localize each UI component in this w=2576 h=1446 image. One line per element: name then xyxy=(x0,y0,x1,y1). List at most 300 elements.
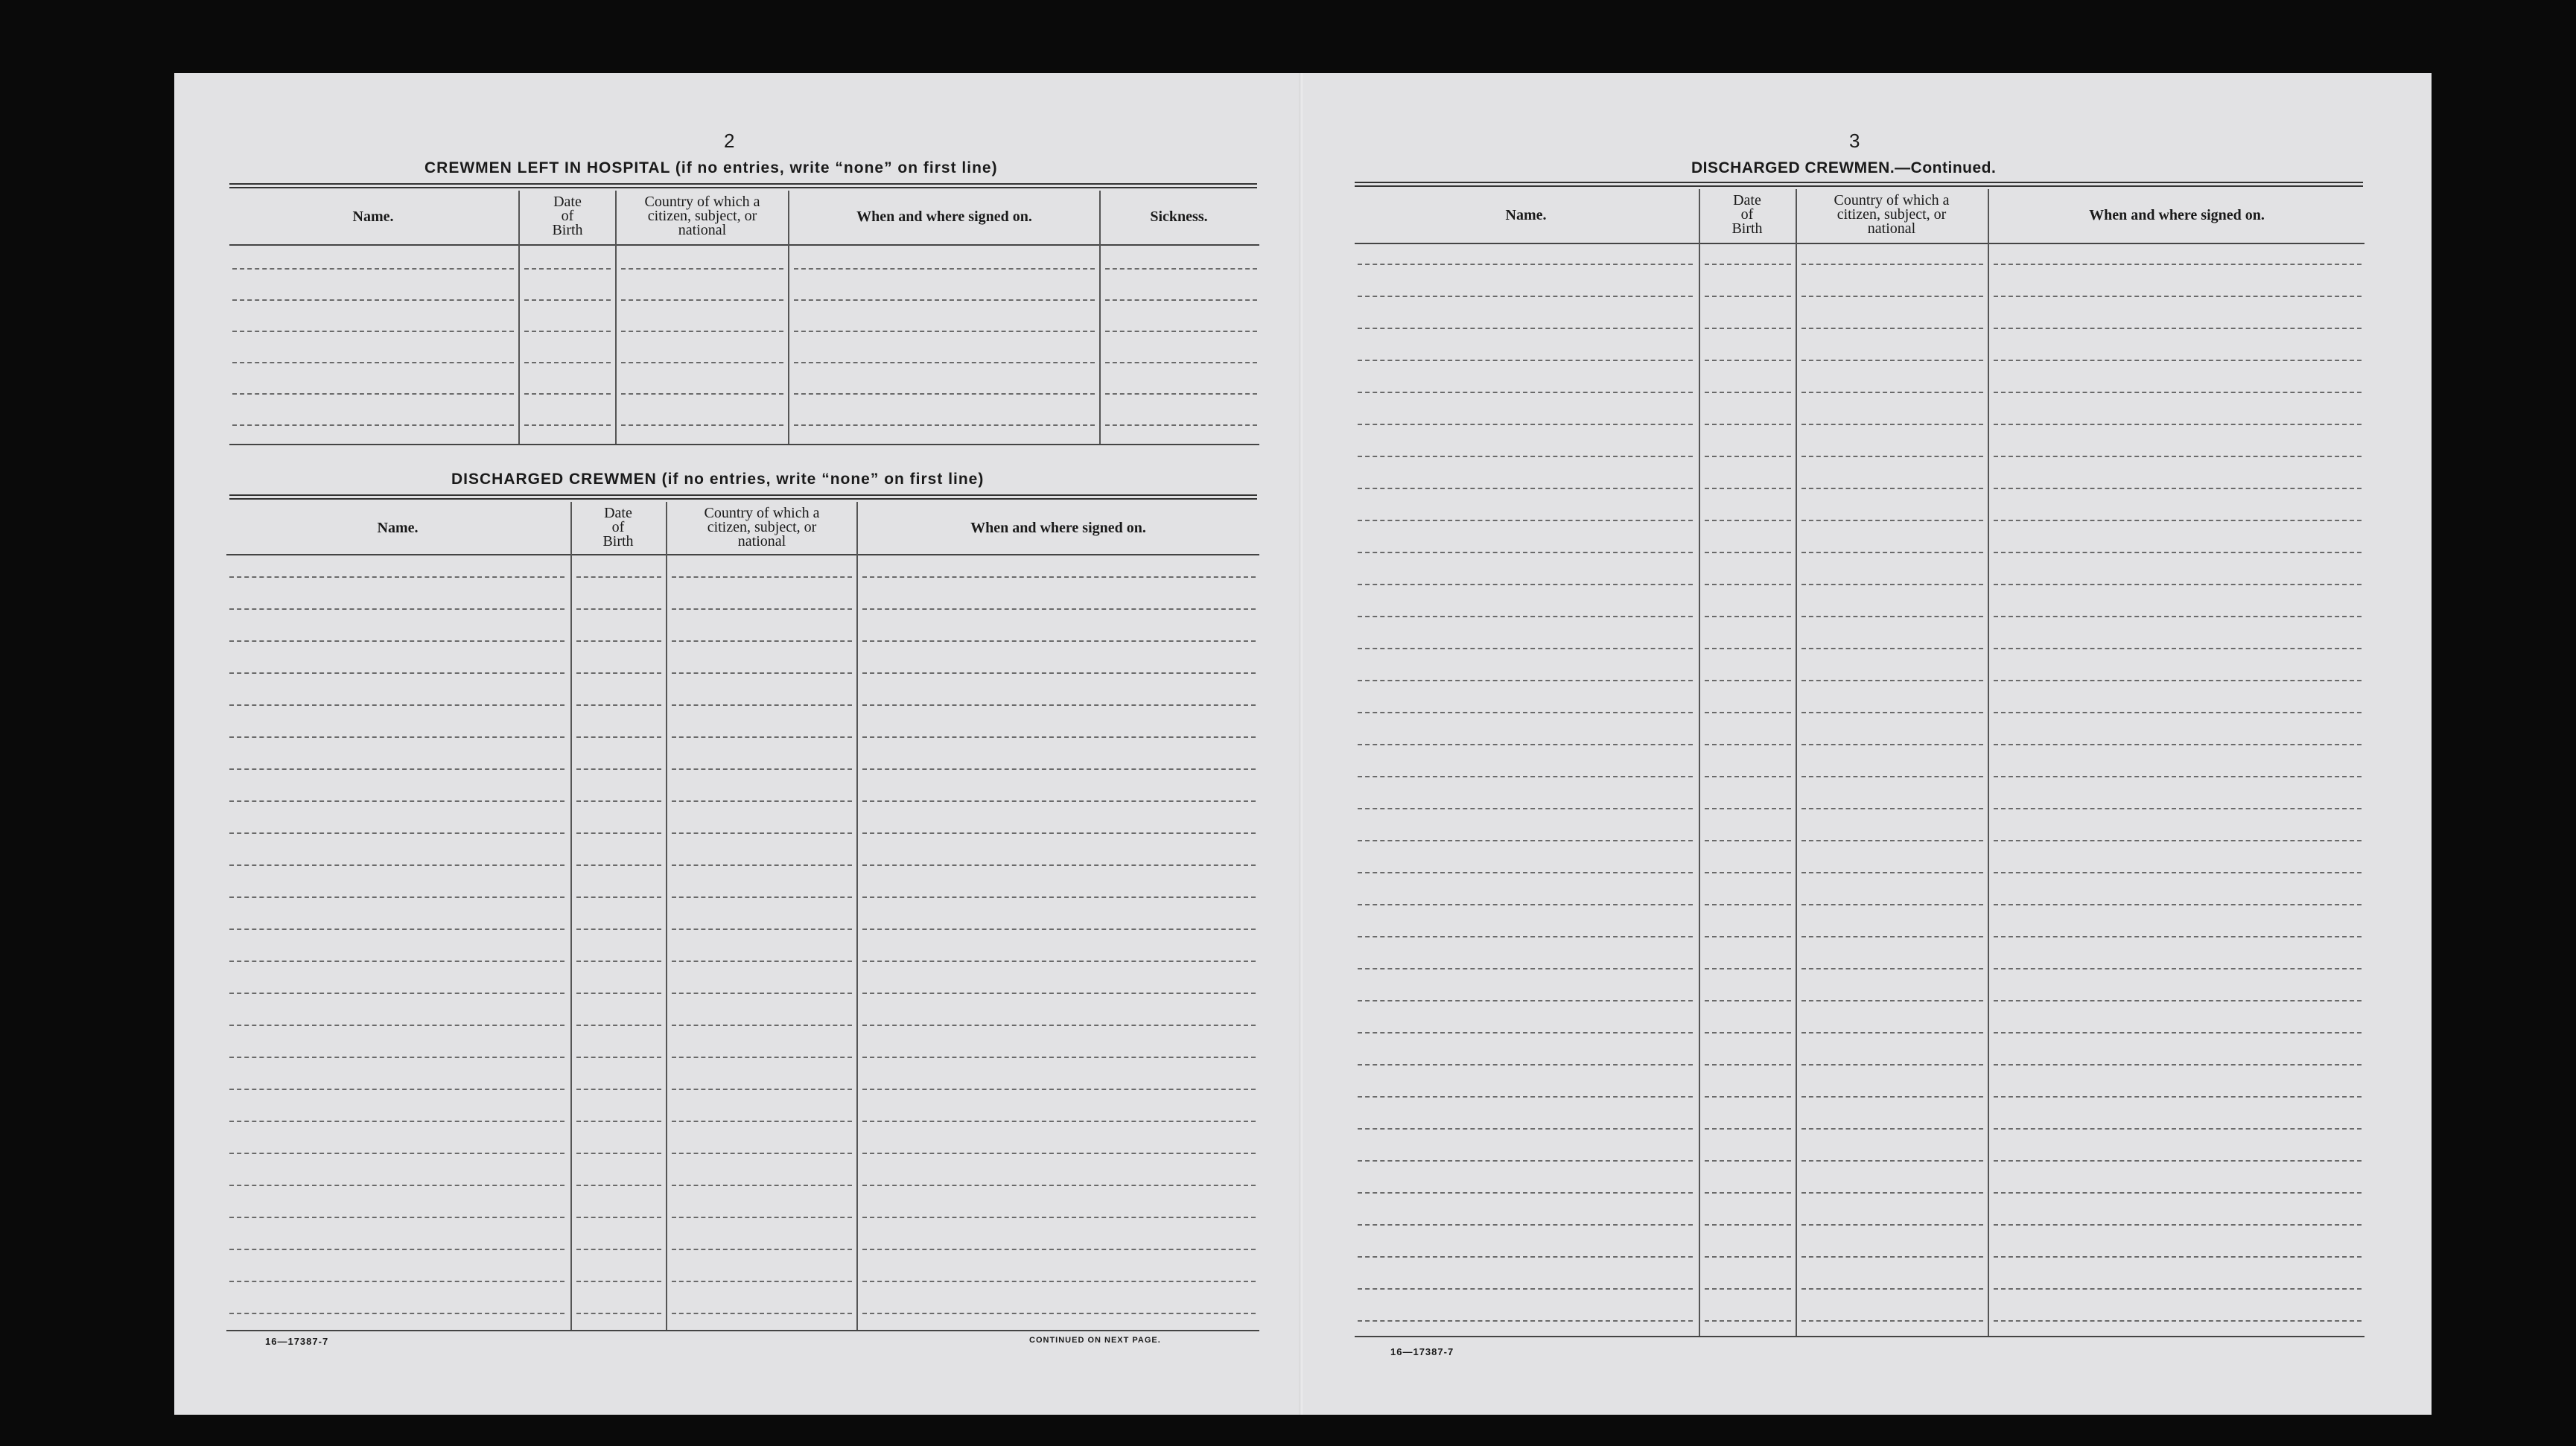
entry-line xyxy=(229,672,565,674)
entry-line xyxy=(672,1153,852,1154)
entry-line xyxy=(1358,1000,1693,1001)
entry-line xyxy=(794,331,1095,332)
entry-line xyxy=(576,929,661,930)
entry-line xyxy=(1358,328,1693,329)
entry-line xyxy=(1105,299,1257,301)
entry-line xyxy=(1801,872,1983,873)
entry-line xyxy=(672,736,852,738)
entry-line xyxy=(1358,744,1693,745)
entry-line xyxy=(1994,1096,2362,1098)
entry-line xyxy=(1705,1000,1791,1001)
entry-line xyxy=(1705,488,1791,489)
entry-line xyxy=(1801,488,1983,489)
entry-line xyxy=(1705,1192,1791,1194)
entry-line xyxy=(1105,424,1257,426)
entry-line xyxy=(1994,648,2362,649)
entry-line xyxy=(1801,1288,1983,1290)
entry-line xyxy=(1358,360,1693,361)
entry-line xyxy=(1705,616,1791,617)
col-header-country: Country of which a citizen, subject, or national xyxy=(644,194,760,238)
entry-line xyxy=(1705,1288,1791,1290)
entry-line xyxy=(672,672,852,674)
col-header-signed-on: When and where signed on. xyxy=(2089,207,2265,223)
entry-line xyxy=(232,424,514,426)
entry-line xyxy=(1801,904,1983,905)
entry-line xyxy=(576,768,661,770)
entry-line xyxy=(1994,360,2362,361)
entry-line xyxy=(672,608,852,610)
entry-line xyxy=(229,929,565,930)
entry-line xyxy=(1705,1256,1791,1258)
entry-line xyxy=(229,1025,565,1026)
entry-line xyxy=(576,961,661,962)
entry-line xyxy=(672,704,852,706)
entry-line xyxy=(232,268,514,270)
entry-line xyxy=(229,736,565,738)
column-divider xyxy=(1796,189,1797,1336)
column-divider xyxy=(615,191,617,444)
entry-line xyxy=(1801,1256,1983,1258)
entry-line xyxy=(1358,680,1693,681)
entry-line xyxy=(1801,392,1983,393)
column-divider xyxy=(570,502,572,1330)
discharged-table xyxy=(226,502,1259,1407)
entry-line xyxy=(232,362,514,363)
entry-line xyxy=(229,961,565,962)
entry-line xyxy=(1801,520,1983,521)
entry-line xyxy=(1705,584,1791,585)
entry-line xyxy=(1705,1064,1791,1066)
entry-line xyxy=(1801,680,1983,681)
entry-line xyxy=(229,993,565,994)
entry-line xyxy=(1994,424,2362,425)
col-header-country: Country of which a citizen, subject, or national xyxy=(704,505,820,550)
entry-line xyxy=(672,929,852,930)
entry-line xyxy=(229,832,565,834)
entry-line xyxy=(1705,296,1791,297)
discharged-continued-title: DISCHARGED CREWMEN.—Continued. xyxy=(1691,159,1997,176)
entry-line xyxy=(1705,648,1791,649)
entry-line xyxy=(232,299,514,301)
entry-line xyxy=(1358,1256,1693,1258)
entry-line xyxy=(1358,296,1693,297)
entry-line xyxy=(576,864,661,866)
column-divider xyxy=(518,191,520,444)
entry-line xyxy=(576,1121,661,1122)
entry-line xyxy=(1358,904,1693,905)
entry-line xyxy=(1358,968,1693,969)
entry-line xyxy=(576,608,661,610)
entry-line xyxy=(1801,328,1983,329)
entry-line xyxy=(1994,1320,2362,1322)
entry-line xyxy=(1801,456,1983,457)
entry-line xyxy=(1801,776,1983,777)
entry-line xyxy=(1994,584,2362,585)
entry-line xyxy=(1358,1224,1693,1226)
entry-line xyxy=(862,1217,1256,1218)
entry-line xyxy=(524,393,611,395)
entry-line xyxy=(576,800,661,802)
col-header-name: Name. xyxy=(352,208,394,225)
entry-line xyxy=(1705,680,1791,681)
entry-line xyxy=(1705,1160,1791,1162)
entry-line xyxy=(794,362,1095,363)
entry-line xyxy=(621,424,783,426)
entry-line xyxy=(672,800,852,802)
col-header-date-of-birth: Date of Birth xyxy=(602,505,634,550)
discharged-section-title: DISCHARGED CREWMEN (if no entries, write “none” on first line) xyxy=(451,471,985,488)
entry-line xyxy=(1705,808,1791,809)
entry-line xyxy=(1994,552,2362,553)
entry-line xyxy=(576,672,661,674)
entry-line xyxy=(862,961,1256,962)
entry-line xyxy=(862,608,1256,610)
header-rule xyxy=(1355,243,2364,244)
entry-line xyxy=(1358,616,1693,617)
entry-line xyxy=(1801,808,1983,809)
entry-line xyxy=(1994,808,2362,809)
entry-line xyxy=(1994,680,2362,681)
header-rule xyxy=(226,554,1259,555)
entry-line xyxy=(1358,488,1693,489)
form-number: 16—17387-7 xyxy=(1390,1346,1454,1357)
entry-line xyxy=(576,1281,661,1282)
entry-line xyxy=(1705,1128,1791,1130)
entry-line xyxy=(862,736,1256,738)
entry-line xyxy=(1994,968,2362,969)
entry-line xyxy=(1105,362,1257,363)
entry-line xyxy=(1801,840,1983,841)
col-header-signed-on: When and where signed on. xyxy=(856,208,1032,225)
entry-line xyxy=(621,362,783,363)
entry-line xyxy=(1801,1192,1983,1194)
entry-line xyxy=(1705,968,1791,969)
entry-line xyxy=(229,1153,565,1154)
entry-line xyxy=(229,1313,565,1314)
entry-line xyxy=(1705,392,1791,393)
entry-line xyxy=(1801,1160,1983,1162)
entry-line xyxy=(862,800,1256,802)
entry-line xyxy=(524,268,611,270)
col-header-name: Name. xyxy=(1505,207,1547,223)
entry-line xyxy=(229,1281,565,1282)
col-header-country: Country of which a citizen, subject, or national xyxy=(1834,192,1950,237)
entry-line xyxy=(1801,1320,1983,1322)
entry-line xyxy=(229,800,565,802)
entry-line xyxy=(672,832,852,834)
entry-line xyxy=(1358,776,1693,777)
entry-line xyxy=(1801,1064,1983,1066)
entry-line xyxy=(1994,744,2362,745)
entry-line xyxy=(1994,1160,2362,1162)
entry-line xyxy=(1358,840,1693,841)
entry-line xyxy=(862,993,1256,994)
entry-line xyxy=(576,576,661,578)
entry-line xyxy=(672,1217,852,1218)
entry-line xyxy=(1705,424,1791,425)
entry-line xyxy=(1801,936,1983,937)
entry-line xyxy=(229,704,565,706)
entry-line xyxy=(229,896,565,898)
entry-line xyxy=(1705,264,1791,265)
entry-line xyxy=(862,640,1256,642)
entry-line xyxy=(862,1025,1256,1026)
entry-line xyxy=(621,393,783,395)
entry-line xyxy=(1358,1096,1693,1098)
entry-line xyxy=(862,1121,1256,1122)
entry-line xyxy=(862,768,1256,770)
page-number: 3 xyxy=(1849,130,1860,152)
entry-line xyxy=(862,1249,1256,1250)
discharged-continued-table xyxy=(1355,189,2364,1336)
entry-line xyxy=(1705,1224,1791,1226)
entry-line xyxy=(862,896,1256,898)
column-divider xyxy=(1099,191,1101,444)
entry-line xyxy=(672,1281,852,1282)
entry-line xyxy=(524,299,611,301)
entry-line xyxy=(1358,808,1693,809)
entry-line xyxy=(1358,936,1693,937)
entry-line xyxy=(1994,1288,2362,1290)
entry-line xyxy=(1705,552,1791,553)
entry-line xyxy=(576,896,661,898)
col-header-date-of-birth: Date of Birth xyxy=(1731,192,1763,237)
entry-line xyxy=(672,1089,852,1090)
entry-line xyxy=(1801,1096,1983,1098)
column-divider xyxy=(788,191,789,444)
entry-line xyxy=(1801,968,1983,969)
entry-line xyxy=(229,608,565,610)
hospital-section-title: CREWMEN LEFT IN HOSPITAL (if no entries, write “none” on first line) xyxy=(424,159,998,176)
entry-line xyxy=(1358,712,1693,713)
entry-line xyxy=(1705,936,1791,937)
entry-line xyxy=(1358,456,1693,457)
entry-line xyxy=(1358,1128,1693,1130)
entry-line xyxy=(576,1153,661,1154)
entry-line xyxy=(1801,744,1983,745)
entry-line xyxy=(794,424,1095,426)
entry-line xyxy=(862,1153,1256,1154)
table-bottom-rule xyxy=(226,1330,1259,1331)
entry-line xyxy=(672,768,852,770)
entry-line xyxy=(1358,1320,1693,1322)
title-rule xyxy=(1355,182,2363,187)
entry-line xyxy=(862,672,1256,674)
entry-line xyxy=(1994,1032,2362,1033)
entry-line xyxy=(1994,1192,2362,1194)
col-header-name: Name. xyxy=(377,520,419,536)
entry-line xyxy=(229,576,565,578)
entry-line xyxy=(1801,552,1983,553)
entry-line xyxy=(229,1249,565,1250)
entry-line xyxy=(1801,712,1983,713)
entry-line xyxy=(1105,331,1257,332)
entry-line xyxy=(1358,584,1693,585)
entry-line xyxy=(1358,552,1693,553)
entry-line xyxy=(672,993,852,994)
entry-line xyxy=(1994,1224,2362,1226)
entry-line xyxy=(862,576,1256,578)
entry-line xyxy=(1801,1128,1983,1130)
entry-line xyxy=(1801,1000,1983,1001)
entry-line xyxy=(862,1313,1256,1314)
entry-line xyxy=(1994,456,2362,457)
entry-line xyxy=(1105,393,1257,395)
entry-line xyxy=(794,393,1095,395)
entry-line xyxy=(1994,264,2362,265)
entry-line xyxy=(1801,264,1983,265)
entry-line xyxy=(1358,1192,1693,1194)
entry-line xyxy=(1705,328,1791,329)
entry-line xyxy=(1994,936,2362,937)
entry-line xyxy=(1705,456,1791,457)
entry-line xyxy=(1705,1096,1791,1098)
entry-line xyxy=(672,1025,852,1026)
entry-line xyxy=(1994,776,2362,777)
entry-line xyxy=(672,640,852,642)
entry-line xyxy=(672,1185,852,1186)
entry-line xyxy=(1801,616,1983,617)
entry-line xyxy=(862,832,1256,834)
page-number: 2 xyxy=(724,130,735,152)
entry-line xyxy=(1358,520,1693,521)
entry-line xyxy=(794,299,1095,301)
column-divider xyxy=(856,502,858,1330)
entry-line xyxy=(232,393,514,395)
header-rule xyxy=(229,244,1259,246)
entry-line xyxy=(1358,1064,1693,1066)
entry-line xyxy=(1705,360,1791,361)
entry-line xyxy=(229,864,565,866)
entry-line xyxy=(576,704,661,706)
entry-line xyxy=(862,1057,1256,1058)
entry-line xyxy=(1994,1000,2362,1001)
entry-line xyxy=(1801,296,1983,297)
entry-line xyxy=(1801,1032,1983,1033)
entry-line xyxy=(1358,1288,1693,1290)
entry-line xyxy=(524,424,611,426)
entry-line xyxy=(232,331,514,332)
column-divider xyxy=(666,502,667,1330)
entry-line xyxy=(794,268,1095,270)
entry-line xyxy=(672,1057,852,1058)
entry-line xyxy=(1994,328,2362,329)
entry-line xyxy=(1105,268,1257,270)
entry-line xyxy=(229,640,565,642)
entry-line xyxy=(672,961,852,962)
entry-line xyxy=(621,268,783,270)
entry-line xyxy=(862,929,1256,930)
entry-line xyxy=(1358,1160,1693,1162)
entry-line xyxy=(672,1249,852,1250)
entry-line xyxy=(1705,520,1791,521)
entry-line xyxy=(862,1089,1256,1090)
entry-line xyxy=(1705,1320,1791,1322)
entry-line xyxy=(576,736,661,738)
entry-line xyxy=(621,331,783,332)
entry-line xyxy=(229,1057,565,1058)
col-header-date-of-birth: Date of Birth xyxy=(552,194,583,238)
entry-line xyxy=(1994,296,2362,297)
entry-line xyxy=(1801,424,1983,425)
entry-line xyxy=(1358,392,1693,393)
entry-line xyxy=(576,1249,661,1250)
entry-line xyxy=(1358,424,1693,425)
entry-line xyxy=(1994,840,2362,841)
entry-line xyxy=(1705,776,1791,777)
entry-line xyxy=(524,331,611,332)
entry-line xyxy=(1705,1032,1791,1033)
entry-line xyxy=(229,1121,565,1122)
entry-line xyxy=(672,864,852,866)
form-number: 16—17387-7 xyxy=(265,1336,329,1347)
col-header-signed-on: When and where signed on. xyxy=(970,520,1146,536)
entry-line xyxy=(1994,1128,2362,1130)
entry-line xyxy=(1994,392,2362,393)
entry-line xyxy=(229,1217,565,1218)
entry-line xyxy=(1358,872,1693,873)
entry-line xyxy=(1801,584,1983,585)
entry-line xyxy=(672,1313,852,1314)
title-rule xyxy=(229,494,1257,500)
entry-line xyxy=(862,704,1256,706)
entry-line xyxy=(576,993,661,994)
entry-line xyxy=(1994,904,2362,905)
entry-line xyxy=(1358,264,1693,265)
entry-line xyxy=(229,1185,565,1186)
entry-line xyxy=(576,1089,661,1090)
entry-line xyxy=(576,1025,661,1026)
entry-line xyxy=(1705,840,1791,841)
entry-line xyxy=(524,362,611,363)
left-page xyxy=(174,73,1303,1415)
entry-line xyxy=(1994,520,2362,521)
table-bottom-rule xyxy=(1355,1336,2364,1337)
entry-line xyxy=(1801,360,1983,361)
entry-line xyxy=(229,1089,565,1090)
entry-line xyxy=(1994,488,2362,489)
entry-line xyxy=(576,640,661,642)
entry-line xyxy=(1994,1064,2362,1066)
right-page xyxy=(1303,73,2432,1415)
continued-note: CONTINUED ON NEXT PAGE. xyxy=(1029,1336,1161,1345)
entry-line xyxy=(576,1185,661,1186)
entry-line xyxy=(1705,712,1791,713)
title-rule xyxy=(229,183,1257,188)
entry-line xyxy=(862,1185,1256,1186)
entry-line xyxy=(576,1217,661,1218)
entry-line xyxy=(672,896,852,898)
entry-line xyxy=(1705,872,1791,873)
entry-line xyxy=(576,1313,661,1314)
entry-line xyxy=(1705,744,1791,745)
entry-line xyxy=(1994,872,2362,873)
entry-line xyxy=(576,1057,661,1058)
entry-line xyxy=(1994,616,2362,617)
entry-line xyxy=(576,832,661,834)
entry-line xyxy=(1705,904,1791,905)
table-bottom-rule xyxy=(229,444,1259,445)
column-divider xyxy=(1699,189,1700,1336)
entry-line xyxy=(1994,1256,2362,1258)
entry-line xyxy=(862,864,1256,866)
entry-line xyxy=(672,576,852,578)
entry-line xyxy=(1994,712,2362,713)
hospital-table xyxy=(229,191,1259,447)
entry-line xyxy=(229,768,565,770)
entry-line xyxy=(621,299,783,301)
entry-line xyxy=(1801,648,1983,649)
